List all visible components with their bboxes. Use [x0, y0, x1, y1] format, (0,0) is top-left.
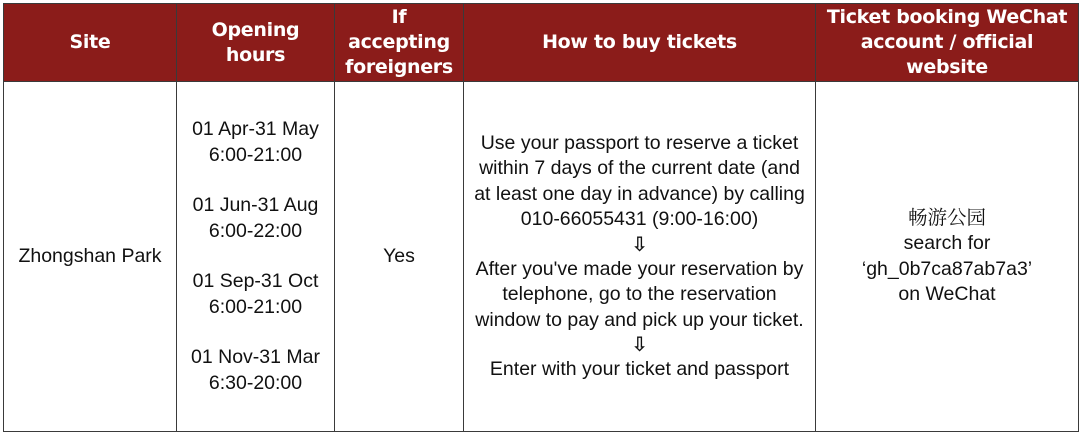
hours-time: 6:00-22:00	[208, 219, 303, 242]
hours-period	[183, 193, 328, 244]
booking-cell	[816, 82, 1079, 432]
header-accepting-foreigners: If accepting foreigners	[335, 4, 464, 82]
wechat-account-id: ‘gh_0b7ca87ab7a3’	[861, 257, 1033, 280]
hours-time: 6:30-20:00	[208, 371, 303, 394]
site-cell	[4, 82, 177, 432]
hours-dates: 01 Nov-31 Mar	[191, 346, 320, 368]
header-row	[4, 4, 1079, 82]
hours-period	[183, 345, 328, 396]
hours-time: 6:00-21:00	[208, 295, 303, 318]
how-to-buy-cell	[464, 82, 816, 432]
header-booking: Ticket booking WeChat account / official website	[816, 4, 1079, 82]
site-name: Zhongshan Park	[18, 244, 162, 267]
hours-period	[183, 117, 328, 168]
booking-platform: on WeChat	[898, 283, 996, 305]
wechat-account-name: 畅游公园	[907, 206, 986, 229]
hours-period	[183, 269, 328, 320]
hours-dates: 01 Apr-31 May	[192, 118, 319, 140]
accepting-foreigners-value: Yes	[383, 244, 415, 267]
buy-step-3: Enter with your ticket and passport	[489, 358, 790, 380]
header-site: Site	[4, 4, 177, 82]
buy-step-2: After you've made your reservation by telephone, go to the reservation window to pay and pick up your ticket.	[475, 257, 804, 331]
ticket-info-table	[3, 3, 1079, 432]
down-arrow-icon: ⇩	[631, 233, 648, 256]
hours-dates: 01 Sep-31 Oct	[192, 270, 319, 292]
opening-hours-cell	[177, 82, 335, 432]
table-row	[4, 82, 1079, 432]
header-opening-hours: Opening hours	[177, 4, 335, 82]
down-arrow-icon: ⇩	[631, 334, 648, 356]
buy-step-1: Use your passport to reserve a ticket within 7 days of the current date (and at least one day in advance) by calling 010-66055431 (9:00-16:00)	[474, 131, 805, 230]
hours-time: 6:00-21:00	[208, 143, 303, 166]
accepting-foreigners-cell	[335, 82, 464, 432]
hours-dates: 01 Jun-31 Aug	[192, 194, 319, 216]
header-how-to-buy: How to buy tickets	[464, 4, 816, 82]
booking-instruction: search for	[903, 232, 991, 254]
